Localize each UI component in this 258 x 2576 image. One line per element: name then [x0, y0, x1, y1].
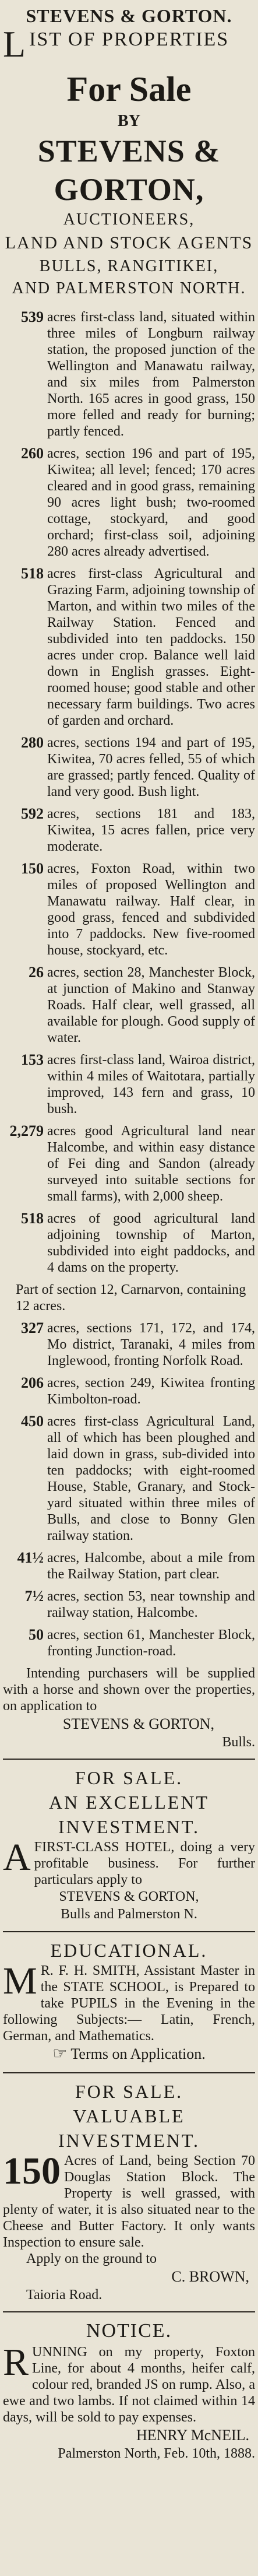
closing-signature: STEVENS & GORTON, [62, 1715, 214, 1732]
property-description: acres first-class land, Wairoa district, within 4 miles of Waitotara, partially improved, 143 fern and grass, 10 bush. [47, 1052, 255, 1117]
role-land-stock-agents: LAND AND STOCK AGENTS [5, 233, 253, 252]
acreage: 26 [29, 964, 44, 981]
property-description: acres, section 196 and part of 195, Kiwitea; all level; fenced; 170 acres cleared and in good grass, remaining 90 acres light bush; two-roomed cottage, stockyard, and good orchard; first-class soil, adjoining 280 acres already advertised. [47, 446, 255, 559]
terms-text: Terms on Application. [70, 2045, 206, 2062]
valuable-sub-heading: VALUABLE INVESTMENT. [58, 2105, 200, 2151]
property-item [3, 1627, 255, 1659]
property-item [3, 1052, 255, 1117]
acreage: 518 [21, 565, 44, 582]
property-item [3, 1375, 255, 1408]
acreage: 518 [21, 1210, 44, 1227]
divider [3, 2311, 255, 2312]
acreage: 41½ [17, 1549, 44, 1566]
divider [3, 2072, 255, 2073]
drop-cap-a: A [3, 1836, 31, 1879]
list-heading-text: IST OF PROPERTIES [29, 29, 229, 50]
pointing-hand-icon: ☞ [52, 2045, 68, 2063]
property-item [3, 1123, 255, 1205]
property-description: acres of good agricultural land adjoining township of Marton, subdivided into eight paddocks, and 4 dams on the property. [47, 1211, 255, 1275]
acreage: 539 [21, 308, 44, 325]
notice-paragraph [3, 2341, 255, 2426]
notice-heading: NOTICE. [86, 2320, 172, 2342]
closing-place: Bulls. [222, 1735, 255, 1750]
terms-line [3, 2044, 255, 2064]
acreage: 592 [21, 805, 44, 822]
drop-cap-l: L [3, 23, 27, 65]
property-description: acres, sections 171, 172, and 174, Mo district, Taranaki, 4 miles from Inglewood, fronting Norfolk Road. [47, 1321, 255, 1368]
location-palmerston: AND PALMERSTON NORTH. [12, 279, 246, 297]
newspaper-column [3, 0, 255, 2462]
acreage: 150 [21, 860, 44, 877]
property-item [3, 1320, 255, 1369]
divider [3, 1931, 255, 1932]
list-heading [3, 23, 255, 65]
role-auctioneers: AUCTIONEERS, [63, 210, 195, 229]
acreage: 50 [29, 1626, 44, 1643]
property-item [3, 806, 255, 855]
acreage: 7½ [24, 1588, 44, 1605]
property-item [3, 861, 255, 959]
divider [3, 1759, 255, 1760]
property-item [3, 566, 255, 729]
property-item [3, 1550, 255, 1582]
property-item [3, 1588, 255, 1621]
hotel-text: FIRST-CLASS HOTEL, doing a very profitable business. For further particulars apply to [34, 1840, 255, 1887]
property-description: acres, sections 194 and part of 195, Kiwitea, 70 acres felled, 55 of which are grassed; partly fenced. Quality of land very good. Bush light. [47, 735, 255, 799]
drop-number-150: 150 [3, 2150, 61, 2192]
notice-place-date: Palmerston North, Feb. 10th, 1888. [58, 2446, 255, 2461]
hotel-for-sale-heading: FOR SALE. [75, 1767, 183, 1788]
hotel-place: Bulls and Palmerston N. [61, 1907, 197, 1922]
property-list [3, 309, 255, 1659]
property-description: acres, Foxton Road, within two miles of proposed Wellington and Manawatu railway. Half clear, in good grass, fenced and subdivided into 7 paddocks. New five-roomed house, stockyard, etc. [47, 861, 255, 958]
apply-line: Apply on the ground to [26, 2251, 157, 2266]
masthead-firm-name: STEVENS & GORTON. [26, 5, 232, 26]
educational-text: R. F. H. SMITH, Assistant Master in the STATE SCHOOL, is Prepared to take PUPILS in the Evening in the following Subjects:— Latin, French, German, and Mathematics. [3, 1963, 255, 2044]
by-line: BY [118, 112, 140, 130]
property-item [3, 1413, 255, 1544]
notice-text: UNNING on my property, Foxton Line, for about 4 months, heifer calf, colour red, branded JS on rump. Also, a ewe and two lambs. If not claimed within 14 days, will be sold to pay expenses. [3, 2345, 255, 2425]
acreage: 153 [21, 1051, 44, 1068]
acreage: 327 [21, 1319, 44, 1336]
for-sale-heading: For Sale [66, 70, 192, 108]
firm-name-large: STEVENS & GORTON, [37, 134, 221, 207]
acreage: 280 [21, 734, 44, 751]
acreage: 450 [21, 1413, 44, 1430]
valuable-paragraph [3, 2150, 255, 2251]
hotel-signature: STEVENS & GORTON, [59, 1889, 199, 1904]
property-description: acres, section 53, near township and railway station, Halcombe. [47, 1589, 255, 1620]
property-item [3, 309, 255, 440]
property-description: acres, section 249, Kiwitea fronting Kimbolton-road. [47, 1375, 255, 1407]
property-description: acres, section 61, Manchester Block, fronting Junction-road. [47, 1627, 255, 1659]
drop-cap-r: R [3, 2341, 29, 2384]
hotel-paragraph [3, 1836, 255, 1888]
educational-paragraph [3, 1960, 255, 2044]
property-item [3, 1210, 255, 1276]
valuable-text: Acres of Land, being Section 70 Douglas Station Block. The Property is well grassed, with plenty of water, it is also situated near to the Cheese and Butter Factory. It only wants Inspection to ensure sale. [3, 2153, 255, 2250]
property-description: acres good Agricultural land near Halcombe, and within easy distance of Fei ding and Sandon (already surveyed into suitable sections for small farms), with 2,000 sheep. [47, 1124, 255, 1204]
part-section-line: Part of section 12, Carnarvon, containing 12 acres. [16, 1282, 246, 1314]
property-description: acres first-class Agricultural and Grazing Farm, adjoining township of Marton, and within two miles of the Railway Station. Fenced and subdivided into ten paddocks. 150 acres under crop. Balance well laid down in English grasses. Eight-roomed house; good stable and other necessary farm buildings. Two acres of garden and orchard. [47, 566, 255, 728]
property-description: acres, section 28, Manchester Block, at junction of Makino and Stanway Roads. Half clear, well grassed, all available for plough. Good supply of water. [47, 965, 255, 1045]
educational-heading: EDUCATIONAL. [50, 1940, 208, 1961]
acreage: 260 [21, 445, 44, 462]
closing-paragraph: Intending purchasers will be supplied with a horse and shown over the properties, on application to [3, 1666, 255, 1714]
valuable-signature: C. BROWN, [171, 2268, 249, 2285]
property-description: acres first-class land, situated within three miles of Longburn railway station, the proposed junction of the Wellington and Manawatu railway, and six miles from Palmerston North. 165 acres in good grass, 150 more felled and ready for burning; partly fenced. [47, 310, 255, 439]
valuable-for-sale-heading: FOR SALE. [75, 2081, 183, 2102]
property-item [3, 445, 255, 560]
location-bulls: BULLS, RANGITIKEI, [39, 257, 219, 275]
acreage: 206 [21, 1374, 44, 1391]
drop-cap-m: M [3, 1960, 37, 2002]
property-description: acres, sections 181 and 183, Kiwitea, 15 acres fallen, price very moderate. [47, 806, 255, 854]
property-description: acres first-class Agricultural Land, all of which has been ploughed and laid down in grass, sub-divided into ten paddocks; with eight-roomed House, Stable, Granary, and Stock-yard situated within three miles of Bulls, and close to Bonny Glen railway station. [47, 1414, 255, 1543]
property-description: acres, Halcombe, about a mile from the Railway Station, part clear. [47, 1550, 255, 1582]
property-item [3, 735, 255, 800]
hotel-sub-heading: AN EXCELLENT INVESTMENT. [48, 1792, 210, 1837]
property-item [3, 964, 255, 1046]
valuable-place: Taioria Road. [26, 2287, 103, 2303]
acreage: 2,279 [9, 1122, 44, 1139]
notice-signature: HENRY McNEIL. [136, 2427, 249, 2444]
